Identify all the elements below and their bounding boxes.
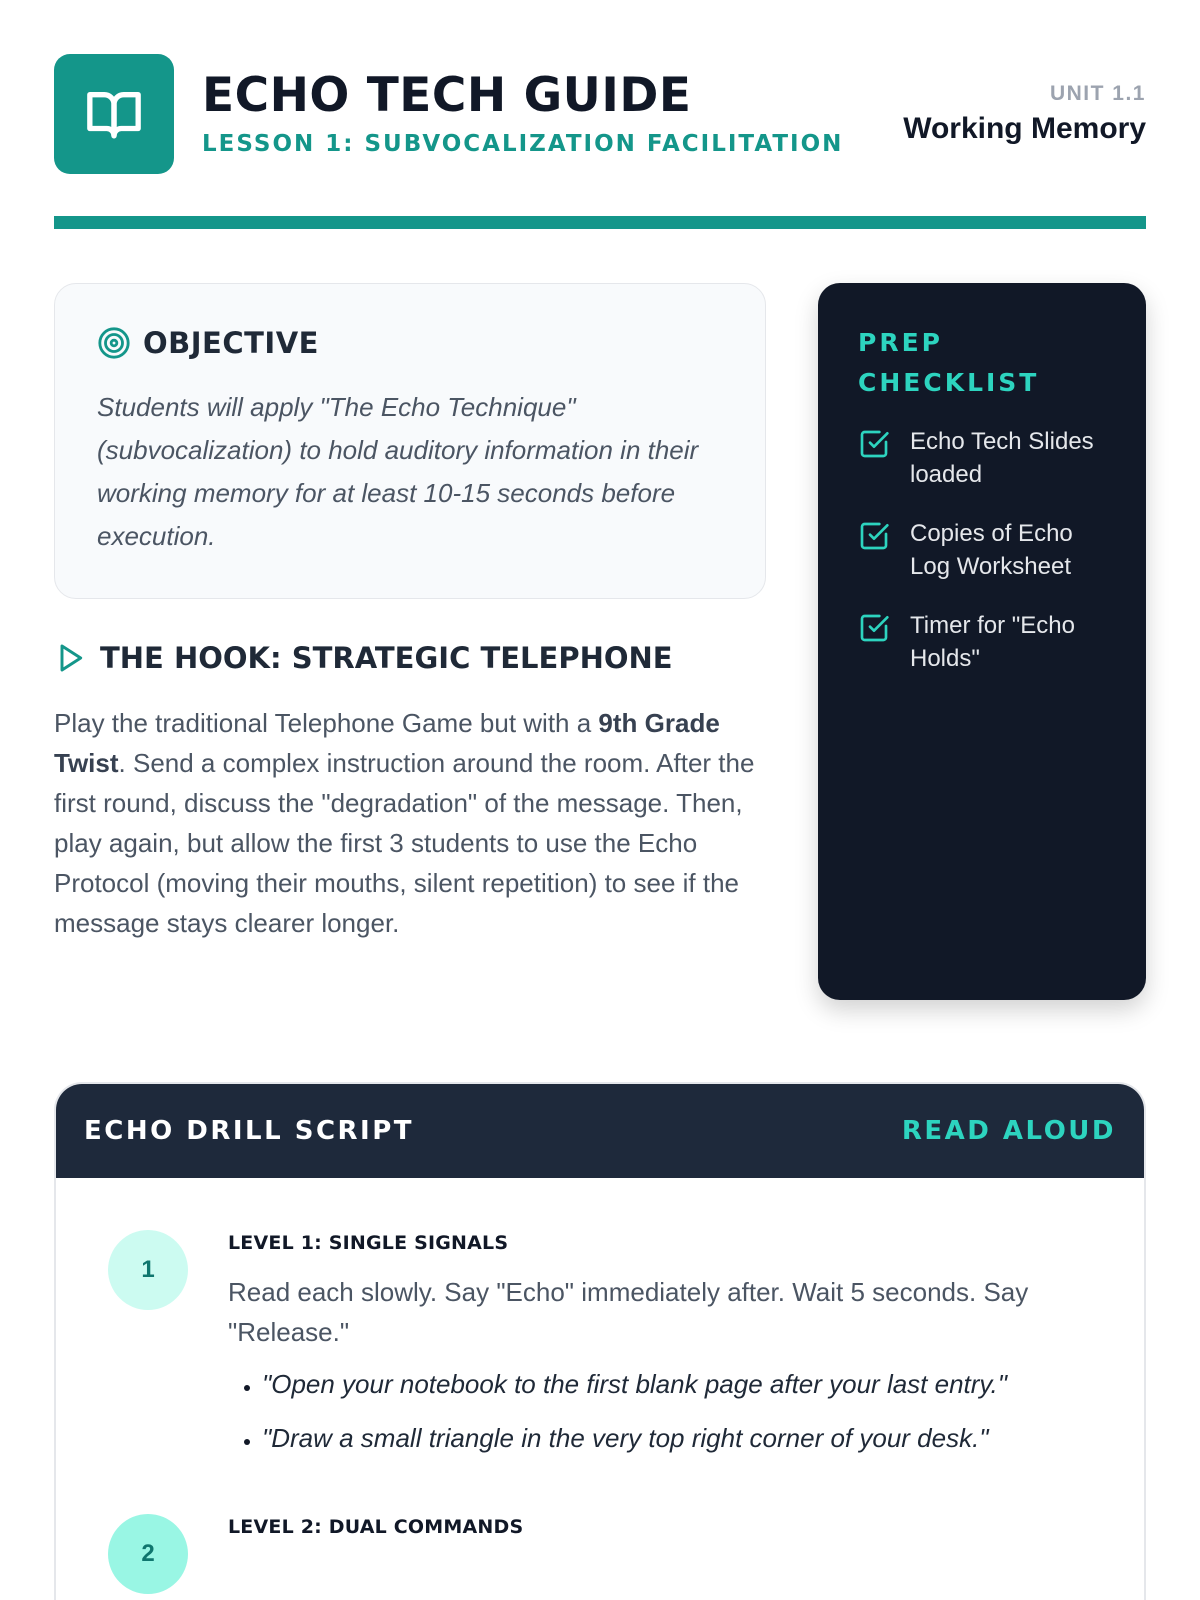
checklist-item[interactable]	[858, 425, 1112, 491]
page-title: ECHO TECH GUIDE	[202, 68, 692, 124]
step-title: LEVEL 2: DUAL COMMANDS	[228, 1516, 524, 1538]
step-examples	[228, 1364, 1094, 1458]
echo-drill-script	[54, 1082, 1146, 1600]
objective-text: Students will apply "The Echo Technique" (subvocalization) to hold auditory information in their working memory for at least 10-15 seconds before execution.	[97, 392, 699, 551]
play-icon	[54, 642, 86, 674]
step-number: 2	[108, 1514, 188, 1594]
objective-card	[54, 283, 766, 599]
hook-text-after: . Send a complex instruction around the room. After the first round, discuss the "degradation" of the message. Then, play again, but allow the first 3 students to use the Echo Protocol (moving their mouths, silent repetition) to see if the message stays clearer longer.	[54, 748, 755, 938]
read-aloud-badge: READ ALOUD	[901, 1116, 1116, 1146]
script-title: ECHO DRILL SCRIPT	[84, 1116, 415, 1146]
checklist-item-label: Echo Tech Slides loaded	[910, 428, 1094, 488]
checklist-item-label: Timer for "Echo Holds"	[910, 612, 1075, 672]
step-body	[228, 1230, 1094, 1472]
hook-heading	[54, 641, 766, 675]
checklist-items	[858, 425, 1112, 675]
step-example: • "Draw a small triangle in the very top right corner of your desk."	[262, 1418, 1094, 1458]
objective-title: OBJECTIVE	[143, 326, 319, 360]
hook-text	[54, 703, 766, 943]
title-block	[202, 68, 844, 157]
script-step	[108, 1514, 1094, 1594]
unit-code: UNIT 1.1	[1049, 82, 1146, 105]
hook-text-bold: 9th Grade Twist	[54, 708, 720, 778]
unit-info	[903, 82, 1146, 146]
objective-heading	[97, 326, 723, 360]
checkbox-checked-icon[interactable]	[858, 612, 890, 644]
target-icon	[97, 326, 131, 360]
guide-header	[54, 54, 1146, 174]
step-description: Read each slowly. Say "Echo" immediately after. Wait 5 seconds. Say "Release."	[228, 1277, 1029, 1347]
logo	[54, 54, 174, 174]
main-row	[54, 283, 1146, 1000]
script-header	[56, 1084, 1144, 1178]
checkbox-checked-icon[interactable]	[858, 428, 890, 460]
checklist-item[interactable]	[858, 609, 1112, 675]
script-step	[108, 1230, 1094, 1472]
checklist-item[interactable]	[858, 517, 1112, 583]
hook-title: THE HOOK: STRATEGIC TELEPHONE	[100, 641, 673, 675]
open-book-icon	[83, 85, 145, 143]
prep-checklist	[818, 283, 1146, 1000]
hook-text-before: Play the traditional Telephone Game but with a	[54, 708, 599, 738]
unit-name: Working Memory	[903, 112, 1146, 145]
header-divider	[54, 216, 1146, 229]
script-steps	[56, 1178, 1144, 1594]
left-column	[54, 283, 766, 1000]
step-example: • "Open your notebook to the first blank page after your last entry."	[262, 1364, 1094, 1404]
brand	[54, 54, 843, 174]
step-title: LEVEL 1: SINGLE SIGNALS	[228, 1232, 509, 1254]
checklist-title: PREP CHECKLIST	[858, 328, 1040, 397]
step-body	[228, 1514, 1094, 1538]
checkbox-checked-icon[interactable]	[858, 520, 890, 552]
checklist-item-label: Copies of Echo Log Worksheet	[910, 520, 1073, 580]
lesson-subtitle: LESSON 1: SUBVOCALIZATION FACILITATION	[202, 130, 844, 157]
step-number: 1	[108, 1230, 188, 1310]
